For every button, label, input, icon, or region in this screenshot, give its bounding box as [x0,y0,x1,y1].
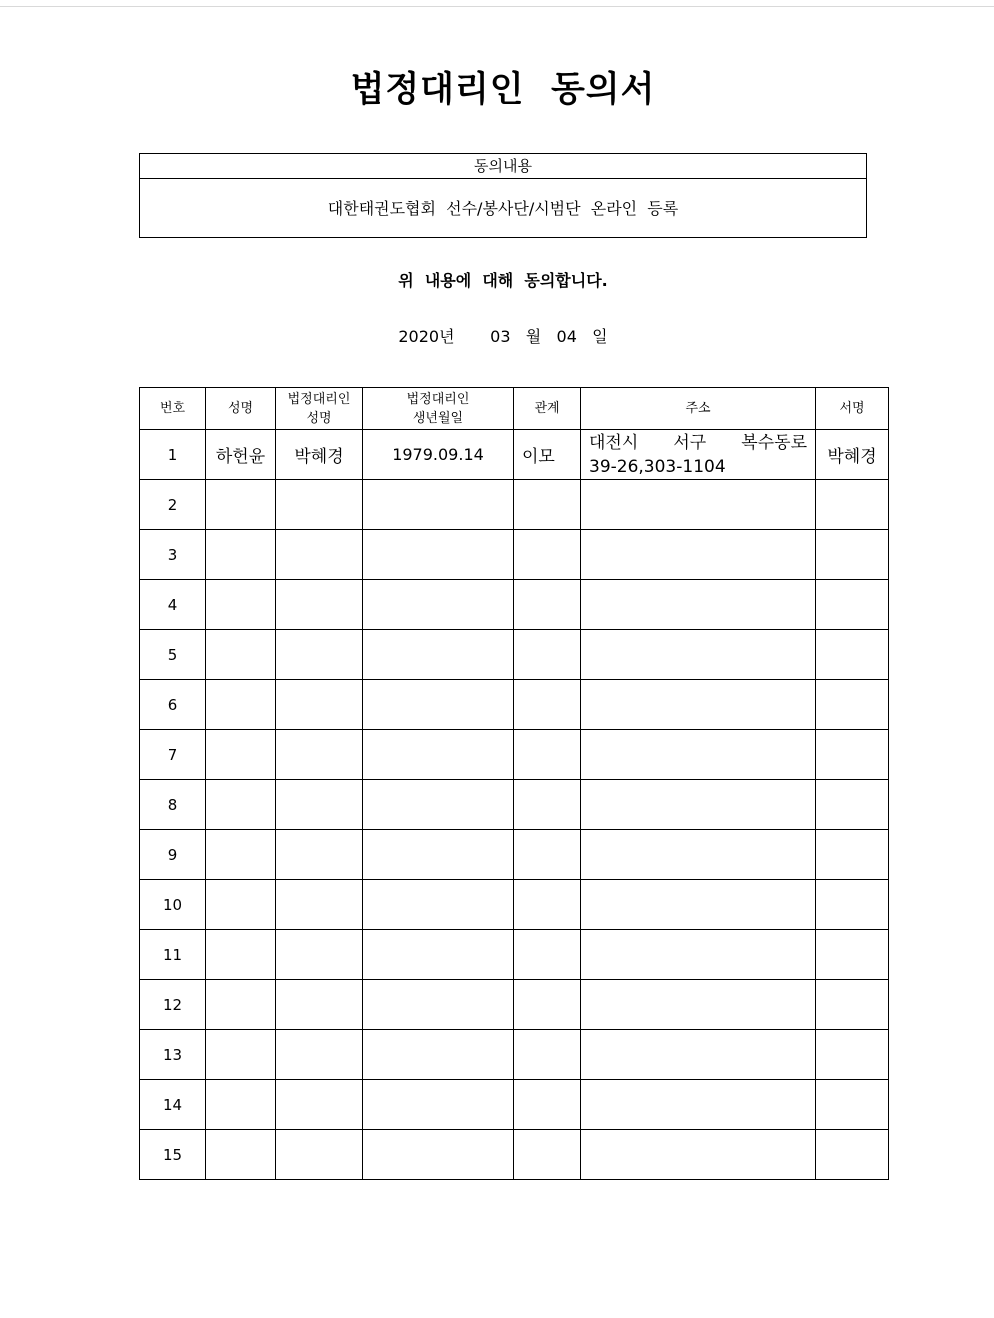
cell-address [581,780,816,830]
cell-signature [816,530,889,580]
date-day: 04 [556,327,577,346]
agreement-statement: 위 내용에 대해 동의합니다. [398,271,608,290]
table-row [140,830,889,880]
cell-signature [816,680,889,730]
cell-relation [514,980,581,1030]
cell-name [206,880,276,930]
cell-guardian-name [276,1130,363,1180]
header-relation: 관계 [514,388,581,430]
cell-signature [816,930,889,980]
cell-guardian-birth [363,480,514,530]
cell-signature [816,780,889,830]
cell-relation [514,830,581,880]
cell-address [581,430,816,480]
cell-relation [514,930,581,980]
cell-guardian-birth [363,530,514,580]
cell-name [206,830,276,880]
table-row [140,430,889,480]
cell-signature [816,980,889,1030]
address-part: 서구 [673,432,707,453]
cell-no: 5 [140,630,206,680]
table-row [140,880,889,930]
table-row [140,580,889,630]
date-year: 2020년 [398,327,455,346]
cell-guardian-birth [363,1080,514,1130]
cell-signature [816,580,889,630]
table-row [140,480,889,530]
cell-name [206,1130,276,1180]
cell-guardian-name [276,980,363,1030]
cell-name [206,780,276,830]
cell-no: 8 [140,780,206,830]
cell-address [581,680,816,730]
cell-address [581,1080,816,1130]
cell-relation [514,630,581,680]
header-name: 성명 [206,388,276,430]
cell-relation [514,880,581,930]
cell-address [581,980,816,1030]
address-part: 대전시 [589,432,639,453]
cell-guardian-birth [363,630,514,680]
cell-no: 7 [140,730,206,780]
cell-name [206,530,276,580]
table-row [140,780,889,830]
cell-no: 4 [140,580,206,630]
cell-guardian-name [276,780,363,830]
cell-no: 3 [140,530,206,580]
cell-no: 12 [140,980,206,1030]
cell-signature [816,1030,889,1080]
cell-name [206,580,276,630]
cell-guardian-name [276,1030,363,1080]
address-part: 복수동로 [741,432,807,453]
cell-guardian-birth [363,980,514,1030]
cell-guardian-birth [363,830,514,880]
cell-signature [816,730,889,780]
table-row [140,980,889,1030]
cell-relation [514,480,581,530]
cell-guardian-birth [363,1130,514,1180]
table-header-row [140,388,889,430]
cell-signature: 박혜경 [816,430,889,480]
cell-address [581,480,816,530]
cell-guardian-name [276,880,363,930]
cell-address [581,830,816,880]
document-title: 법정대리인 동의서 [350,70,656,110]
cell-relation [514,780,581,830]
cell-no: 10 [140,880,206,930]
cell-guardian-name [276,580,363,630]
registrant-table [139,387,889,1180]
header-guardian-name: 법정대리인 성명 [276,388,363,430]
cell-address [581,730,816,780]
table-row [140,1130,889,1180]
cell-signature [816,1080,889,1130]
header-no: 번호 [140,388,206,430]
cell-signature [816,830,889,880]
cell-no: 1 [140,430,206,480]
cell-name [206,980,276,1030]
cell-no: 9 [140,830,206,880]
cell-signature [816,880,889,930]
consent-box [139,153,867,238]
header-guardian-birth: 법정대리인 생년월일 [363,388,514,430]
table-row [140,630,889,680]
table-row [140,930,889,980]
cell-guardian-name [276,830,363,880]
cell-no: 2 [140,480,206,530]
cell-address [581,880,816,930]
cell-relation: 이모 [514,430,581,480]
cell-guardian-name [276,680,363,730]
cell-guardian-name [276,930,363,980]
cell-name [206,680,276,730]
cell-address [581,530,816,580]
cell-relation [514,730,581,780]
header-signature: 서명 [816,388,889,430]
cell-name [206,1030,276,1080]
cell-no: 11 [140,930,206,980]
cell-signature [816,480,889,530]
address-line-2: 39-26,303-1104 [589,456,726,477]
cell-guardian-name [276,480,363,530]
cell-guardian-birth: 1979.09.14 [363,430,514,480]
cell-relation [514,530,581,580]
date-line [0,324,994,347]
cell-relation [514,1030,581,1080]
cell-guardian-birth [363,680,514,730]
cell-address [581,1030,816,1080]
date-month: 03 [490,327,511,346]
cell-name [206,930,276,980]
table-row [140,680,889,730]
consent-header: 동의내용 [140,154,866,179]
cell-address [581,1130,816,1180]
cell-no: 15 [140,1130,206,1180]
table-row [140,730,889,780]
cell-name [206,730,276,780]
cell-guardian-name [276,530,363,580]
cell-signature [816,630,889,680]
cell-guardian-name [276,730,363,780]
cell-relation [514,580,581,630]
cell-no: 14 [140,1080,206,1130]
cell-name [206,630,276,680]
table-row [140,530,889,580]
header-address: 주소 [581,388,816,430]
table-row [140,1030,889,1080]
table-row [140,1080,889,1130]
cell-address [581,580,816,630]
top-divider [0,6,994,7]
cell-relation [514,1080,581,1130]
date-month-unit: 월 [525,327,542,346]
cell-guardian-name [276,1080,363,1130]
cell-guardian-name [276,630,363,680]
cell-relation [514,1130,581,1180]
cell-name: 하헌윤 [206,430,276,480]
cell-guardian-birth [363,730,514,780]
consent-body: 대한태권도협회 선수/봉사단/시범단 온라인 등록 [327,199,679,218]
address-line-1 [589,431,807,455]
cell-guardian-birth [363,880,514,930]
cell-signature [816,1130,889,1180]
date-day-unit: 일 [592,327,608,346]
cell-name [206,480,276,530]
cell-address [581,930,816,980]
cell-guardian-birth [363,580,514,630]
cell-guardian-birth [363,930,514,980]
cell-name [206,1080,276,1130]
cell-no: 13 [140,1030,206,1080]
cell-address [581,630,816,680]
cell-no: 6 [140,680,206,730]
cell-guardian-name: 박혜경 [276,430,363,480]
cell-guardian-birth [363,780,514,830]
cell-guardian-birth [363,1030,514,1080]
cell-relation [514,680,581,730]
